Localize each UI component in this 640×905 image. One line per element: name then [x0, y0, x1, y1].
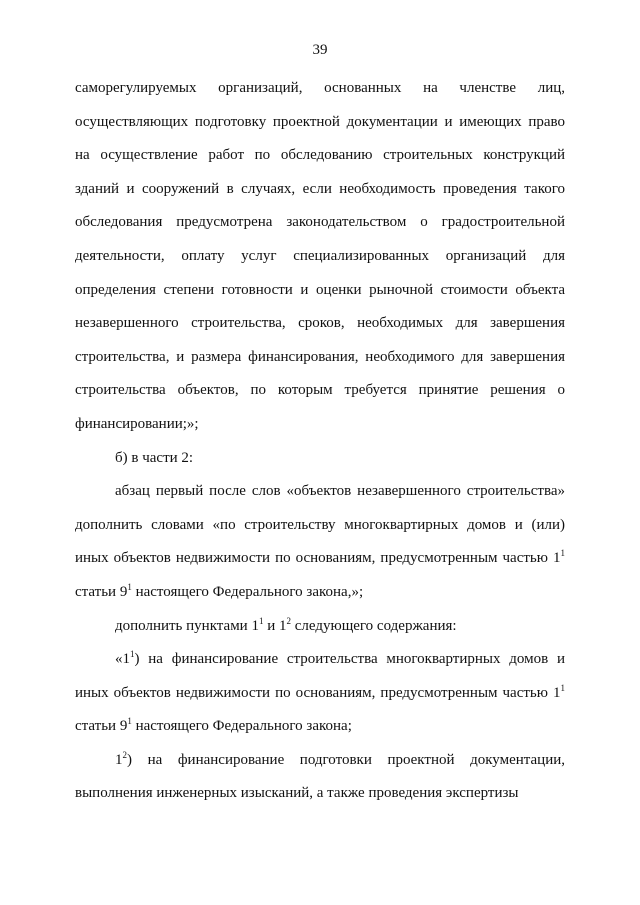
paragraph-3-text-b: статьи 9	[75, 583, 128, 600]
page-number: 39	[312, 42, 328, 58]
paragraph-5-text-a: «1	[115, 651, 130, 668]
superscript: 1	[560, 682, 565, 693]
superscript: 1	[258, 615, 264, 626]
superscript: 1	[130, 649, 135, 660]
paragraph-5-text-c: статьи 9	[75, 718, 128, 735]
paragraph-2: б) в части 2:	[115, 449, 194, 466]
superscript: 1	[127, 581, 132, 592]
paragraph-6-text-b: ) на финансирование подготовки проектной документации, выполнения инженерных изысканий, а также проведения экспертизы	[75, 751, 565, 802]
superscript: 1	[560, 548, 565, 559]
superscript: 1	[127, 716, 132, 727]
paragraph-6-text-a: 1	[115, 751, 123, 768]
paragraph-4-text-c: следующего содержания:	[291, 617, 457, 634]
paragraph-4-text-b: и 1	[263, 617, 287, 634]
paragraph-5	[75, 643, 565, 744]
superscript: 2	[122, 749, 127, 760]
paragraph-6	[75, 744, 565, 811]
document-body	[75, 72, 565, 811]
paragraph-3-text-a: абзац первый после слов «объектов незавершенного строительства» дополнить словами «по строительству многоквартирных домов и (или) иных объектов недвижимости по основаниям, предусмотренным частью 1	[75, 483, 565, 567]
superscript: 2	[286, 615, 291, 626]
paragraph-3-text-c: настоящего Федерального закона,»;	[131, 583, 364, 600]
paragraph-1: саморегулируемых организаций, основанных на членстве лиц, осуществляющих подготовку проектной документации и имеющих право на осуществление работ по обследованию строительных конструкций зданий и сооружений в случаях, если необходимость проведения такого обследования предусмотрена законодательством о градостроительной деятельности, оплату услуг специализированных организаций для определения степени готовности и оценки рыночной стоимости объекта незавершенного строительства, сроков, необходимых для завершения строительства, и размера финансирования, необходимого для завершения строительства объектов, по которым требуется принятие решения о финансировании;»;	[75, 80, 565, 432]
paragraph-4-text-a: дополнить пунктами 1	[115, 617, 259, 634]
paragraph-5-text-d: настоящего Федерального закона;	[131, 718, 352, 735]
paragraph-4	[75, 610, 565, 644]
paragraph-5-text-b: ) на финансирование строительства многоквартирных домов и иных объектов недвижимости по основаниям, предусмотренным частью 1	[75, 651, 565, 701]
paragraph-3	[75, 475, 565, 609]
